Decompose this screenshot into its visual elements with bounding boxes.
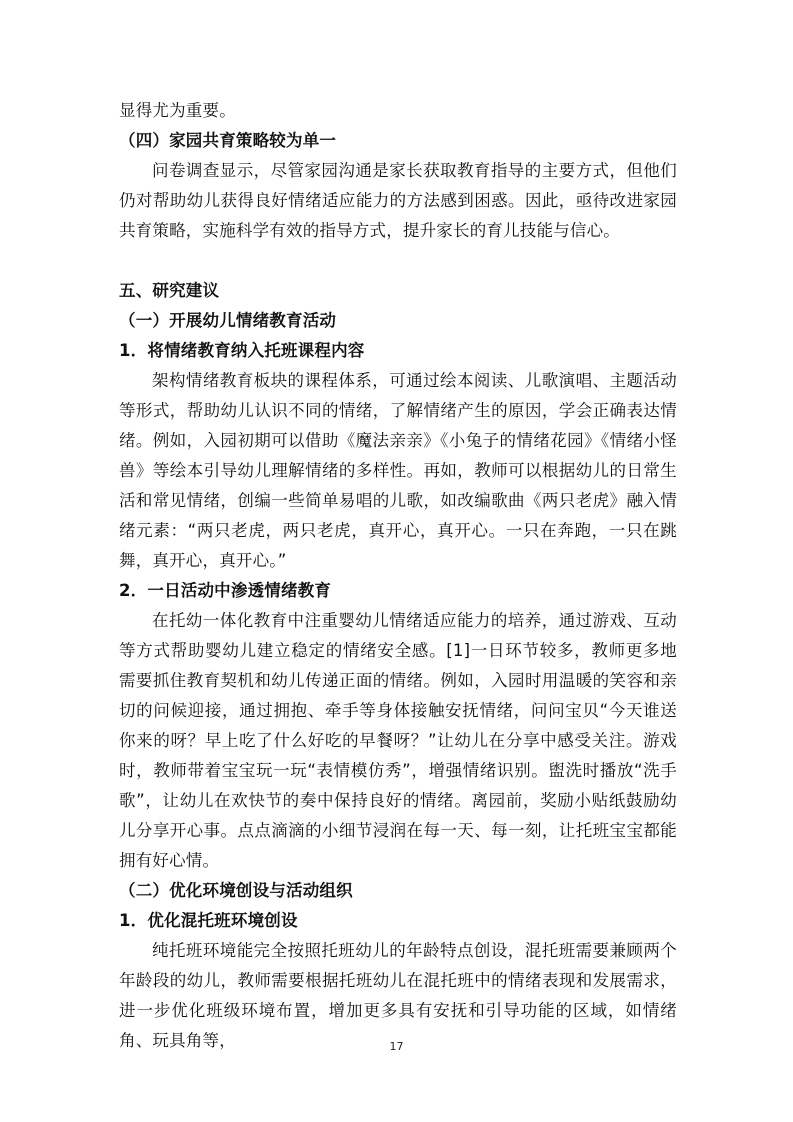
paragraph-mixed-class-environment: 纯托班环境能完全按照托班幼儿的年龄特点创设，混托班需要兼顾两个年龄段的幼儿，教师需要根据托班幼儿在混托班中的情绪表现和发展需求，进一步优化班级环境布置，增加更多具有安抚和引导功能的区域，如情绪角、玩具角等， (119, 941, 677, 1050)
page-content (119, 96, 677, 1056)
section-heading-research-suggestions: 五、研究建议 (119, 281, 220, 300)
subheading-environment: （二）优化环境创设与活动组织 (119, 881, 353, 900)
numbered-heading-daily-activities: 2．一日活动中渗透情绪教育 (119, 581, 332, 600)
paragraph-survey-results: 问卷调查显示，尽管家园沟通是家长获取教育指导的主要方式，但他们仍对帮助幼儿获得良好情绪适应能力的方法感到困惑。因此，亟待改进家园共育策略，实施科学有效的指导方式，提升家长的育儿技能与信心。 (119, 161, 677, 240)
numbered-heading-mixed-class: 1．优化混托班环境创设 (119, 911, 298, 930)
paragraph-continuation: 显得尤为重要。 (119, 101, 236, 120)
subheading-home-school-strategy: （四）家园共育策略较为单一 (119, 131, 337, 150)
page-number: 17 (389, 1040, 404, 1053)
paragraph-curriculum-system: 架构情绪教育板块的课程体系，可通过绘本阅读、儿歌演唱、主题活动等形式，帮助幼儿认识不同的情绪，了解情绪产生的原因，学会正确表达情绪。例如，入园初期可以借助《魔法亲亲》《小兔子的情绪花园》《情绪小怪兽》等绘本引导幼儿理解情绪的多样性。再如，教师可以根据幼儿的日常生活和常见情绪，创编一些简单易唱的儿歌，如改编歌曲《两只老虎》融入情绪元素：“两只老虎，两只老虎，真开心，真开心。一只在奔跑，一只在跳舞，真开心，真开心。” (119, 371, 677, 570)
numbered-heading-curriculum: 1．将情绪教育纳入托班课程内容 (119, 341, 365, 360)
subheading-emotion-education: （一）开展幼儿情绪教育活动 (119, 311, 337, 330)
paragraph-daily-activities: 在托幼一体化教育中注重婴幼儿情绪适应能力的培养，通过游戏、互动等方式帮助婴幼儿建立稳定的情绪安全感。[1]一日环节较多，教师更多地需要抓住教育契机和幼儿传递正面的情绪。例如，入园时用温暖的笑容和亲切的问候迎接，通过拥抱、牵手等身体接触安抚情绪，问问宝贝“今天谁送你来的呀？早上吃了什么好吃的早餐呀？”让幼儿在分享中感受关注。游戏时，教师带着宝宝玩一玩“表情模仿秀”，增强情绪识别。盥洗时播放“洗手歌”，让幼儿在欢快节的奏中保持良好的情绪。离园前，奖励小贴纸鼓励幼儿分享开心事。点点滴滴的小细节浸润在每一天、每一刻，让托班宝宝都能拥有好心情。 (119, 611, 677, 870)
